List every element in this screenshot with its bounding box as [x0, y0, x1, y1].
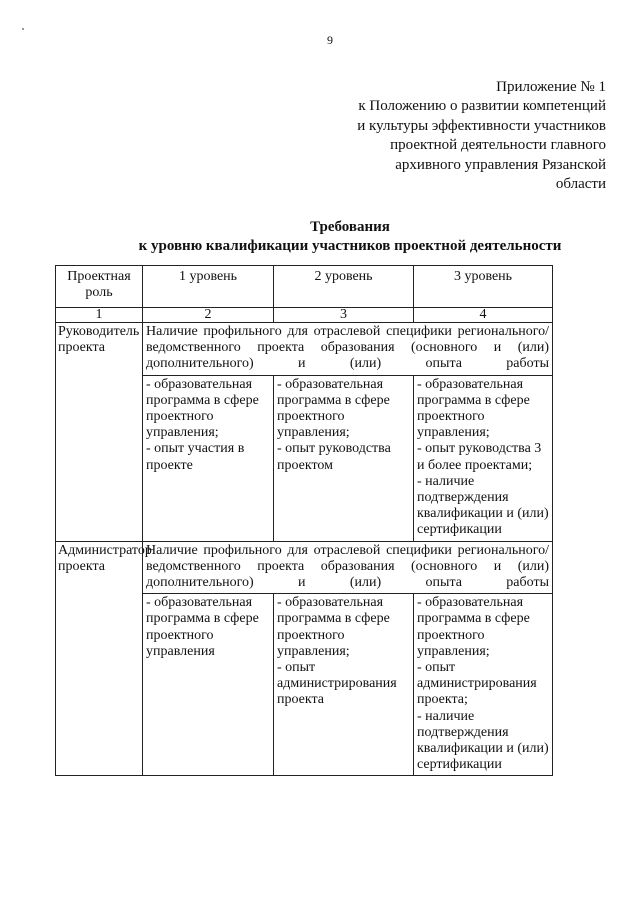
requirement-item: - образовательная программа в сфере проектного управления; [146, 376, 259, 441]
table-row [56, 323, 553, 376]
page-number: 9 [327, 33, 333, 47]
level-2-cell [274, 375, 414, 541]
column-number-row [56, 308, 553, 323]
column-number: 4 [414, 308, 553, 323]
title-line-2: к уровню квалификации участников проектной деятельности [138, 237, 562, 254]
header-level-3: 3 уровень [414, 266, 553, 308]
general-requirement-cell: Наличие профильного для отраслевой специфики регионального/ ведомственного проекта образования (основного и (или) дополнительного) и (или) опыта работы [143, 323, 553, 376]
document-title [0, 218, 640, 255]
role-cell: Руководитель проекта [56, 323, 143, 542]
requirement-item: - образовательная программа в сфере проектного управления; [277, 376, 390, 441]
table-row [56, 541, 553, 594]
role-cell: Администратор проекта [56, 541, 143, 776]
requirement-item: - опыт участия в проекте [146, 441, 245, 473]
appendix-line: проектной деятельности главного [390, 137, 606, 154]
header-level-2: 2 уровень [274, 266, 414, 308]
general-requirement-cell: Наличие профильного для отраслевой специфики регионального/ ведомственного проекта образования (основного и (или) дополнительного) и (или) опыта работы [143, 541, 553, 594]
requirements-table [55, 265, 553, 776]
requirement-item: - опыт администрирования проекта [277, 660, 397, 708]
column-number: 2 [143, 308, 274, 323]
appendix-line: архивного управления Рязанской [395, 156, 606, 173]
header-level-1: 1 уровень [143, 266, 274, 308]
table-header-row [56, 266, 553, 308]
requirement-item: - опыт администрирования проекта; [417, 660, 537, 708]
requirement-item: - образовательная программа в сфере проектного управления [146, 595, 259, 659]
title-line-1: Требования [310, 219, 390, 235]
requirement-item: - наличие подтверждения квалификации и (или) сертификации [417, 708, 549, 773]
column-number: 3 [274, 308, 414, 323]
level-3-cell [414, 594, 553, 776]
appendix-line: к Положению о развитии компетенций [358, 98, 606, 115]
requirement-item: - опыт руководства 3 и более проектами; [417, 441, 542, 473]
requirement-item: - опыт руководства проектом [277, 441, 391, 473]
requirement-item: - образовательная программа в сфере проектного управления; [417, 376, 530, 441]
scan-artifact [22, 28, 24, 30]
appendix-line: Приложение № 1 [496, 79, 606, 95]
level-2-cell [274, 594, 414, 776]
requirement-item: - образовательная программа в сфере проектного управления; [277, 595, 390, 659]
column-number: 1 [56, 308, 143, 323]
level-1-cell [143, 594, 274, 776]
header-role: Проектная роль [56, 266, 143, 308]
appendix-line: и культуры эффективности участников [357, 117, 606, 134]
requirement-item: - наличие подтверждения квалификации и (или) сертификации [417, 473, 549, 538]
level-3-cell [414, 375, 553, 541]
level-1-cell [143, 375, 274, 541]
appendix-line: области [555, 176, 606, 193]
requirement-item: - образовательная программа в сфере проектного управления; [417, 595, 530, 659]
appendix-note [357, 78, 606, 194]
